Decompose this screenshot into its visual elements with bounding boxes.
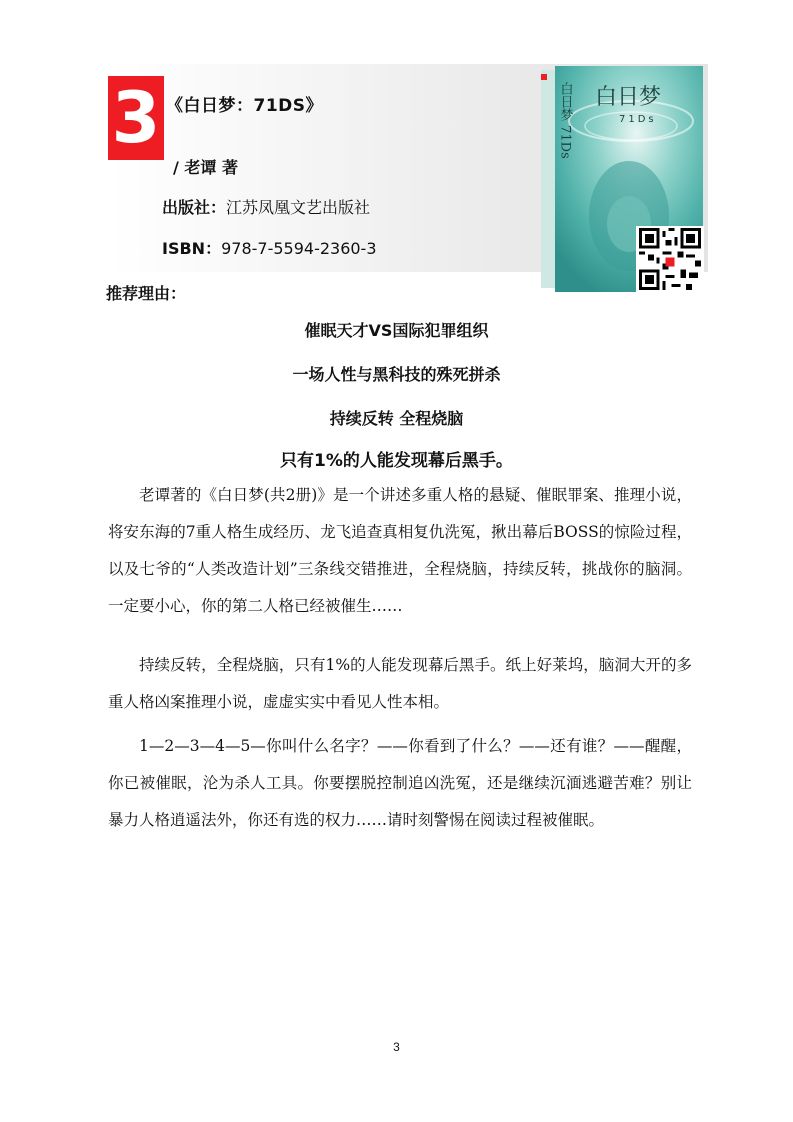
entry-number-badge: 3 xyxy=(108,76,164,160)
recommend-label: 推荐理由： xyxy=(106,284,187,303)
page-number: 3 xyxy=(393,1040,400,1054)
recommend-headline-4: 只有1%的人能发现幕后黑手。 xyxy=(280,451,513,471)
book-title: 《白日梦：71DS》 xyxy=(166,96,324,116)
isbn-label: ISBN： xyxy=(162,239,222,258)
qr-code xyxy=(636,226,704,292)
cover-subtitle: 71Ds xyxy=(619,114,657,125)
publisher-label: 出版社： xyxy=(162,198,227,217)
isbn-value: 978-7-5594-2360-3 xyxy=(221,239,377,258)
publisher-row xyxy=(162,195,370,218)
cover-title: 白日梦 xyxy=(595,85,662,110)
recommend-headline-2: 一场人性与黑科技的殊死拼杀 xyxy=(292,365,501,384)
recommend-headline-3: 持续反转 全程烧脑 xyxy=(329,409,464,428)
body-paragraph-3: 1—2—3—4—5—你叫什么名字？——你看到了什么？——还有谁？——醒醒，你已被催眠，沦为杀人工具。你要摆脱控制追凶洗冤，还是继续沉湎逃避苦难？别让暴力人格逍遥法外，你还有选的权力……请时刻警惕在阅读过程被催眠。 xyxy=(108,737,692,829)
publisher-value: 江苏凤凰文艺出版社 xyxy=(226,198,371,217)
cover-spine-text: 白日梦 71Ds xyxy=(557,82,573,159)
body-paragraph-1: 老谭著的《白日梦(共2册)》是一个讲述多重人格的悬疑、催眠罪案、推理小说，将安东海的7重人格生成经历、龙飞追查真相复仇洗冤，揪出幕后BOSS的惊险过程，以及七爷的“人类改造计划”三条线交错推进，全程烧脑，持续反转，挑战你的脑洞。一定要小心，你的第二人格已经被催生…… xyxy=(108,486,692,615)
body-paragraph-2: 持续反转，全程烧脑，只有1%的人能发现幕后黑手。纸上好莱坞，脑洞大开的多重人格凶案推理小说，虚虚实实中看见人性本相。 xyxy=(108,656,692,711)
recommend-headline-1: 催眠天才VS国际犯罪组织 xyxy=(304,321,489,340)
author-line: / 老谭 著 xyxy=(173,158,238,177)
isbn-row xyxy=(162,236,377,259)
